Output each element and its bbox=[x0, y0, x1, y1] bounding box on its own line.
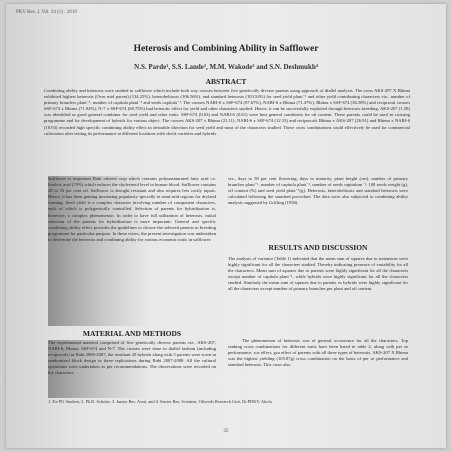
journal-header: PKV Res. J. Vol. 34 (1) : 2010 bbox=[16, 10, 77, 15]
journal-page bbox=[6, 4, 446, 448]
author-affiliations-footnote: 1. Ex-PG Student, 2. Ph.D. Scholar, 3. Junior Res. Asstt. and 4. Senior Res. Scientist, Oilseeds Research Unit, Dr.PDKV, Akola bbox=[48, 399, 272, 404]
results-heading: RESULTS AND DISCUSSION bbox=[268, 243, 368, 252]
page-number: 35 bbox=[223, 429, 229, 434]
results-paragraph-2: The phenomenon of heterosis was of general occurrence for all the characters. Top ranking cross combinations for different traits have been listed in table 2, along with per se performance, sca effect, gca effect of parents with all three types of heterosis. AKS-207 X Bhima was the highest yielding (105.87g) cross combination on the basis of per se performance and standard heterosis. This cross also bbox=[228, 338, 408, 368]
methods-continued-paragraph: viz., days to 50 per cent flowering, days to maturity, plant height (cm), number of primary branches plant⁻¹, number of capitula plant⁻¹, number of seeds capitulum⁻¹, 100 seeds weight (g), oil content (%) and seed yield plant⁻¹(g). Heterosis, heterobeltiosis and standard heterosis were calculated following the standard procedure. The data were also subjected to combining ability analysis suggested by Griffing (1956). bbox=[228, 176, 408, 206]
results-paragraph-1: The analysis of variance (Table 1) indicated that the mean sum of squares due to treatments were highly significant for all the characters studied. Thereby indicating presence of variability for all the characters. Mean sum of squares due to parents were highly significant for all the characters except number of capitula plant⁻¹, while hybrids were highly significant for all the characters studied. Similarly the mean sum of squares due to parents vs hybrids were highly significant for all the characters except number of primary branches per plant and oil content. bbox=[228, 256, 408, 292]
intro-paragraph: Safflower is important Rabi oilseed crop which contains polyunsaturated fatty acid i.e. linoleic acid (70%) which reduces the cholesterol level in human blood. Safflower contains 28 to 33 per cent oil. Safflower is drought resistant and also requires less costly inputs. Hence, it has been gaining increasing popularity specially in semi-arid regions for dryland farming. Seed yield is a complex character involving number of component characters, each of which is polygenically controlled. Selection of parents for hybridization is, therefore, a complex phenomenon. In order to have full utilization of heterosis, initial selection of the parents for hybridization is more important. General and specific combining ability effect provides the guidelines to choose the selected parents in breeding programme for particular purpose. In these views, the present investigation was undertaken to determine the heterosis and combining ability for various economic traits in safflower. bbox=[48, 176, 216, 326]
paper-title: Heterosis and Combining Ability in Safflower bbox=[133, 44, 319, 54]
abstract-text: Combining ability and heterosis were studied in safflower which include both way crosses between five genetically diverse parents using approach of diallel analysis. The cross AKS-207 X Bhima exhibited highest heterosis (Over mid parent) (134.25%), heterobeltiosis (106.56%), and standard heterosis (103.54%) for seed yield plant⁻¹ and other yield contributing characters viz., number of primary branches plant⁻¹, number of capitula plant⁻¹ and seeds capitula⁻¹. The crosses NARI-6 x SSF-674 (97.67%), NARI-6 x Bhima (71.47%), Bhima x SSF-674 (56.58%) and reciprocal crosses SSF-674 x Bhima (71.92%), N-7 x SSF-674 (60.75%) had heterotic effect for yield and other characters studied. Hence, it can be successfully exploited through heterosis breeding. AKS-207 (1.58) was identified as good general combiner for seed yield and other traits. SSF-674 (0.63) and NARI-6 (0.61) were best general combiners for oil content. These parents could be used in crossing programme and for development of hybrids for various object. The crosses AKS-207 x Bhima (21.11), NARI-6 x SSF-674 (12.33) and reciprocals Bhima x AKS-207 (26.91) and Bhima x NARI-6 (18.93) recorded high specific combining ability effect in desirable direction for seed yield and most of the characters studied. These cross combinations could effectively be used for commercial cultivation after testing its performance at different locations with check varieties and hybrids. bbox=[44, 88, 410, 136]
abstract-heading: ABSTRACT bbox=[205, 77, 247, 86]
methods-heading: MATERIAL AND METHODS bbox=[82, 329, 182, 338]
methods-paragraph: The experimental material comprised of five genetically diverse parents viz., AKS-207, NARI-6, Bhima, SSF-674 and N-7. The crosses were done in diallel fashion (including reciprocals) in Rabi 2006-2007, the resultant 20 hybrids along with 5 parents were sown in randomized block design in three replications during Rabi 2007-2008. All the cultural operations were undertaken as per recommendations. The observations were recorded on the characters bbox=[48, 340, 216, 398]
author-line: N.S. Parde¹, S.S. Lande², M.M. Wakode³ and S.N. Deshmukh⁴ bbox=[134, 63, 318, 71]
